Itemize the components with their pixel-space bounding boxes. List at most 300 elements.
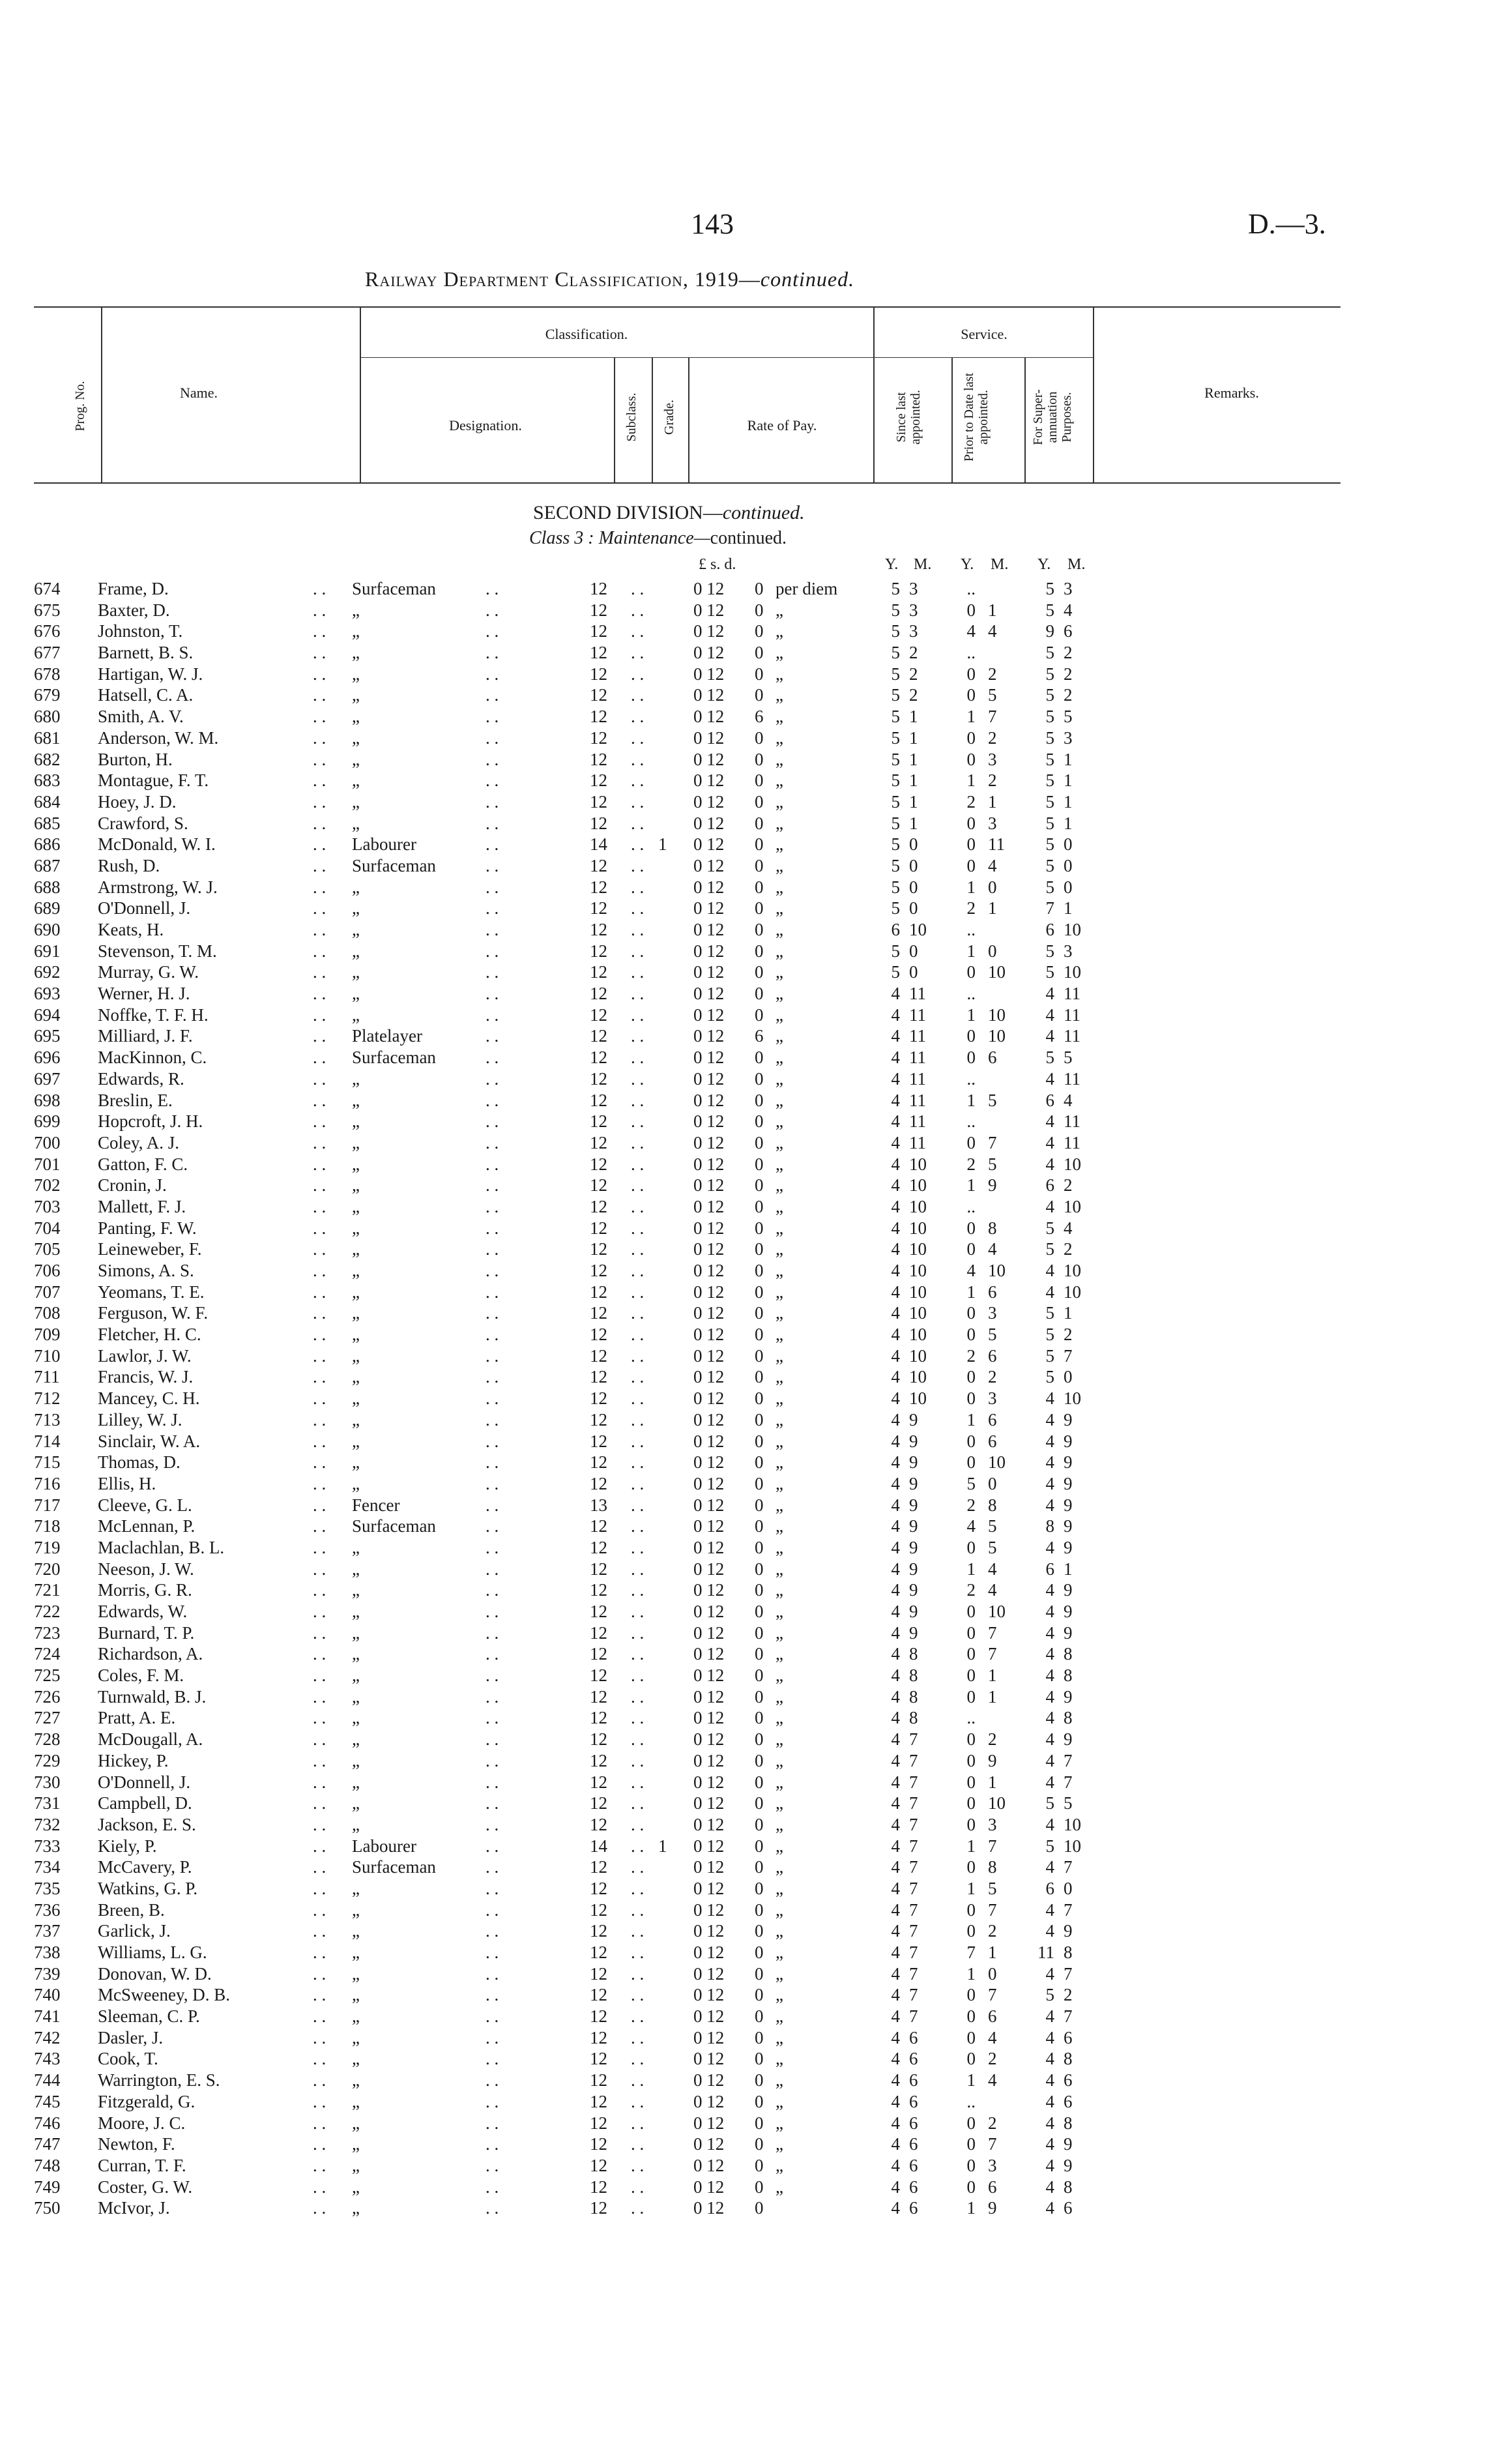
cell-y3: 11 bbox=[1037, 1943, 1054, 1962]
cell-pay: 0 12 bbox=[693, 1708, 725, 1728]
leader-dots: . . bbox=[631, 1580, 645, 1600]
cell-pay: 0 12 bbox=[693, 1325, 725, 1345]
cell-y2: 0 bbox=[966, 1622, 976, 1643]
cell-m2: 1 bbox=[988, 791, 997, 812]
cell-y2: 2 bbox=[966, 898, 976, 918]
cell-pay: 0 12 bbox=[693, 1580, 725, 1600]
cell-pay: 0 12 bbox=[693, 1814, 725, 1834]
cell-no: 735 bbox=[34, 1878, 61, 1898]
col-divider bbox=[1024, 357, 1026, 484]
cell-unit: „ bbox=[775, 1325, 783, 1345]
cell-sub: 12 bbox=[590, 2155, 607, 2175]
cell-m3: 10 bbox=[1064, 920, 1081, 939]
cell-pay: 0 12 bbox=[693, 1452, 725, 1473]
cell-des: „ bbox=[352, 1409, 360, 1430]
cell-unit: „ bbox=[775, 1111, 783, 1132]
leader-dots: . . bbox=[631, 1473, 645, 1493]
cell-no: 700 bbox=[34, 1132, 61, 1152]
leader-dots: . . bbox=[486, 1409, 499, 1430]
cell-m3: 9 bbox=[1064, 2155, 1073, 2175]
table-row bbox=[0, 770, 1493, 792]
cell-y2: 0 bbox=[966, 1644, 976, 1664]
cell-y1: 5 bbox=[891, 707, 900, 727]
cell-y3: 4 bbox=[1045, 1196, 1054, 1216]
cell-y1: 5 bbox=[891, 898, 900, 918]
cell-des: Labourer bbox=[352, 1836, 416, 1856]
cell-sub: 12 bbox=[590, 2091, 607, 2111]
header-prog-no: Prog. No. bbox=[73, 381, 87, 432]
leader-dots: . . bbox=[313, 2091, 326, 2111]
leader-dots: . . bbox=[631, 1261, 645, 1280]
leader-dots: . . bbox=[313, 1985, 326, 2005]
cell-name: Newton, F. bbox=[98, 2134, 175, 2154]
cell-no: 694 bbox=[34, 1005, 61, 1025]
leader-dots: . . bbox=[313, 1048, 326, 1068]
leader-dots: . . bbox=[486, 1303, 499, 1323]
cell-sub: 12 bbox=[590, 1473, 607, 1493]
cell-m3: 7 bbox=[1064, 1772, 1073, 1792]
cell-m2: 4 bbox=[988, 1559, 997, 1579]
col-divider bbox=[951, 357, 953, 484]
cell-m1: 9 bbox=[909, 1516, 918, 1536]
table-row bbox=[0, 1069, 1493, 1091]
cell-y3: 6 bbox=[1045, 1878, 1054, 1898]
unit-m1: M. bbox=[914, 556, 932, 573]
cell-m3: 9 bbox=[1064, 1921, 1073, 1941]
cell-m1: 9 bbox=[909, 1409, 918, 1430]
cell-y2: 0 bbox=[966, 1899, 976, 1920]
leader-dots: . . bbox=[631, 600, 645, 620]
cell-unit: „ bbox=[775, 813, 783, 833]
table-row bbox=[0, 1474, 1493, 1495]
cell-m1: 10 bbox=[909, 1239, 927, 1259]
cell-y1: 4 bbox=[891, 1985, 900, 2005]
cell-m3: 9 bbox=[1064, 1452, 1073, 1473]
cell-sub: 12 bbox=[590, 2134, 607, 2154]
cell-unit: „ bbox=[775, 2006, 783, 2027]
cell-d: 0 bbox=[755, 813, 764, 833]
cell-name: Breen, B. bbox=[98, 1899, 165, 1920]
cell-unit: „ bbox=[775, 1665, 783, 1686]
cell-no: 703 bbox=[34, 1196, 61, 1216]
page-title bbox=[365, 267, 854, 291]
leader-dots: . . bbox=[313, 1218, 326, 1238]
table-row bbox=[0, 920, 1493, 941]
cell-des: Labourer bbox=[352, 834, 416, 855]
cell-unit: „ bbox=[775, 1431, 783, 1451]
header-subclass: Subclass. bbox=[624, 392, 639, 442]
leader-dots: . . bbox=[313, 1686, 326, 1707]
leader-dots: . . bbox=[631, 1068, 645, 1089]
cell-y1: 4 bbox=[891, 1090, 900, 1110]
table-row bbox=[0, 685, 1493, 707]
cell-m3: 1 bbox=[1064, 749, 1073, 769]
cell-y3: 4 bbox=[1045, 1708, 1054, 1728]
cell-name: Hopcroft, J. H. bbox=[98, 1111, 203, 1132]
cell-y1: 4 bbox=[891, 1943, 900, 1962]
cell-m3: 6 bbox=[1064, 2027, 1073, 2047]
cell-pay: 0 12 bbox=[693, 1729, 725, 1750]
cell-no: 720 bbox=[34, 1559, 61, 1579]
cell-y3: 5 bbox=[1045, 1345, 1054, 1366]
cell-y3: 7 bbox=[1045, 898, 1054, 918]
cell-no: 718 bbox=[34, 1516, 61, 1536]
cell-y1: 4 bbox=[891, 1559, 900, 1579]
cell-d: 0 bbox=[755, 791, 764, 812]
cell-m3: 9 bbox=[1064, 1602, 1073, 1621]
leader-dots: . . bbox=[313, 1622, 326, 1643]
cell-des: „ bbox=[352, 2198, 360, 2218]
cell-unit: „ bbox=[775, 2177, 783, 2197]
cell-sub: 12 bbox=[590, 1068, 607, 1089]
cell-no: 710 bbox=[34, 1345, 61, 1366]
cell-d: 0 bbox=[755, 1729, 764, 1750]
cell-y3: 6 bbox=[1045, 1175, 1054, 1195]
header-name: Name. bbox=[179, 385, 218, 401]
cell-y3: 5 bbox=[1045, 770, 1054, 791]
unit-y2: Y. bbox=[961, 556, 974, 573]
cell-name: O'Donnell, J. bbox=[98, 1772, 191, 1792]
leader-dots: . . bbox=[313, 2177, 326, 2197]
leader-dots: . . bbox=[631, 1622, 645, 1643]
cell-no: 741 bbox=[34, 2006, 61, 2027]
leader-dots: . . bbox=[631, 1878, 645, 1898]
leader-dots: . . bbox=[631, 579, 645, 598]
cell-sub: 12 bbox=[590, 855, 607, 875]
table-row bbox=[0, 2028, 1493, 2049]
cell-name: Cronin, J. bbox=[98, 1175, 167, 1195]
cell-unit: „ bbox=[775, 1750, 783, 1770]
cell-y2: 0 bbox=[966, 1239, 976, 1259]
leader-dots: . . bbox=[313, 813, 326, 833]
cell-unit: „ bbox=[775, 2113, 783, 2133]
cell-d: 0 bbox=[755, 1005, 764, 1025]
header-rate-of-pay: Rate of Pay. bbox=[747, 417, 817, 433]
cell-name: Warrington, E. S. bbox=[98, 2070, 220, 2090]
cell-d: 0 bbox=[755, 1111, 764, 1132]
cell-name: Maclachlan, B. L. bbox=[98, 1537, 225, 1557]
cell-m3: 6 bbox=[1064, 2091, 1073, 2111]
cell-no: 714 bbox=[34, 1431, 61, 1451]
table-row bbox=[0, 1964, 1493, 1986]
cell-y1: 5 bbox=[891, 621, 900, 641]
cell-des: „ bbox=[352, 1814, 360, 1834]
division-text: SECOND DIVISION— bbox=[533, 502, 723, 523]
cell-y1: 4 bbox=[891, 1452, 900, 1473]
cell-m3: 9 bbox=[1064, 1537, 1073, 1557]
cell-m1: 1 bbox=[909, 770, 918, 791]
cell-name: Campbell, D. bbox=[98, 1793, 192, 1813]
cell-m1: 8 bbox=[909, 1686, 918, 1707]
cell-no: 725 bbox=[34, 1665, 61, 1686]
cell-m3: 9 bbox=[1064, 1729, 1073, 1750]
header-since-last: Since last appointed. bbox=[894, 390, 923, 445]
cell-des: Surfaceman bbox=[352, 1048, 436, 1068]
leader-dots: . . bbox=[486, 1367, 499, 1387]
leader-dots: . . bbox=[631, 1516, 645, 1536]
table-row bbox=[0, 1154, 1493, 1176]
cell-y2: 0 bbox=[966, 2134, 976, 2154]
cell-y1: 4 bbox=[891, 1963, 900, 1984]
cell-sub: 12 bbox=[590, 2070, 607, 2090]
cell-unit: „ bbox=[775, 1154, 783, 1174]
table-row bbox=[0, 2006, 1493, 2028]
table-row bbox=[0, 1111, 1493, 1133]
cell-y3: 4 bbox=[1045, 1005, 1054, 1025]
cell-m3: 2 bbox=[1064, 1239, 1073, 1259]
cell-pay: 0 12 bbox=[693, 1899, 725, 1920]
cell-y1: 4 bbox=[891, 1729, 900, 1750]
leader-dots: . . bbox=[313, 2198, 326, 2218]
cell-sub: 12 bbox=[590, 621, 607, 641]
cell-m3: 10 bbox=[1064, 1261, 1081, 1280]
cell-d: 0 bbox=[755, 1686, 764, 1707]
leader-dots: . . bbox=[486, 1452, 499, 1473]
cell-d: 0 bbox=[755, 2177, 764, 2197]
table-row bbox=[0, 1005, 1493, 1027]
cell-d: 0 bbox=[755, 1602, 764, 1621]
cell-sub: 12 bbox=[590, 877, 607, 897]
cell-y2: 0 bbox=[966, 600, 976, 620]
table-row bbox=[0, 1538, 1493, 1559]
cell-pay: 0 12 bbox=[693, 2049, 725, 2069]
cell-y3: 5 bbox=[1045, 579, 1054, 598]
cell-m3: 1 bbox=[1064, 1303, 1073, 1323]
cell-sub: 12 bbox=[590, 600, 607, 620]
cell-y2: 1 bbox=[966, 1559, 976, 1579]
cell-m2: 5 bbox=[988, 1516, 997, 1536]
cell-sub: 12 bbox=[590, 2198, 607, 2218]
leader-dots: . . bbox=[313, 1644, 326, 1664]
cell-no: 691 bbox=[34, 941, 61, 961]
cell-pay: 0 12 bbox=[693, 1154, 725, 1174]
cell-des: „ bbox=[352, 962, 360, 982]
cell-y1: 4 bbox=[891, 1644, 900, 1664]
cell-des: „ bbox=[352, 1196, 360, 1216]
table-row bbox=[0, 2092, 1493, 2113]
cell-pay: 0 12 bbox=[693, 2198, 725, 2218]
cell-name: Williams, L. G. bbox=[98, 1943, 207, 1962]
cell-des: „ bbox=[352, 1367, 360, 1387]
cell-m1: 7 bbox=[909, 1836, 918, 1856]
cell-name: Armstrong, W. J. bbox=[98, 877, 218, 897]
cell-d: 0 bbox=[755, 2006, 764, 2027]
cell-d: 0 bbox=[755, 1218, 764, 1238]
cell-y3: 4 bbox=[1045, 1814, 1054, 1834]
cell-d: 0 bbox=[755, 1921, 764, 1941]
cell-no: 724 bbox=[34, 1644, 61, 1664]
cell-name: McDonald, W. I. bbox=[98, 834, 216, 855]
cell-unit: „ bbox=[775, 1836, 783, 1856]
leader-dots: . . bbox=[486, 2006, 499, 2027]
cell-name: Hartigan, W. J. bbox=[98, 664, 203, 684]
cell-y1: 4 bbox=[891, 2155, 900, 2175]
cell-name: Crawford, S. bbox=[98, 813, 188, 833]
cell-unit: „ bbox=[775, 1132, 783, 1152]
cell-y1: 4 bbox=[891, 1048, 900, 1068]
leader-dots: . . bbox=[313, 1175, 326, 1195]
leader-dots: . . bbox=[631, 1772, 645, 1792]
cell-m2: 10 bbox=[988, 1452, 1006, 1473]
cell-unit: „ bbox=[775, 2155, 783, 2175]
cell-des: „ bbox=[352, 1239, 360, 1259]
header-grade: Grade. bbox=[662, 400, 676, 435]
cell-d: 0 bbox=[755, 621, 764, 641]
cell-y3: 4 bbox=[1045, 2091, 1054, 2111]
cell-name: Fitzgerald, G. bbox=[98, 2091, 196, 2111]
cell-no: 733 bbox=[34, 1836, 61, 1856]
cell-des: „ bbox=[352, 813, 360, 833]
cell-sub: 12 bbox=[590, 1282, 607, 1302]
cell-m3: 1 bbox=[1064, 813, 1073, 833]
cell-d: 0 bbox=[755, 1644, 764, 1664]
cell-des: „ bbox=[352, 1899, 360, 1920]
title-suffix: continued. bbox=[760, 267, 855, 291]
leader-dots: . . bbox=[313, 1580, 326, 1600]
cell-m1: 6 bbox=[909, 2027, 918, 2047]
table-row bbox=[0, 1623, 1493, 1645]
leader-dots: . . bbox=[631, 1239, 645, 1259]
cell-m2: 3 bbox=[988, 2155, 997, 2175]
cell-m1: 7 bbox=[909, 1921, 918, 1941]
cell-m2: 5 bbox=[988, 1878, 997, 1898]
cell-no: 689 bbox=[34, 898, 61, 918]
leader-dots: . . bbox=[313, 2155, 326, 2175]
cell-y3: 4 bbox=[1045, 1111, 1054, 1132]
table-row bbox=[0, 1175, 1493, 1197]
cell-d: 0 bbox=[755, 1899, 764, 1920]
leader-dots: . . bbox=[486, 1665, 499, 1686]
cell-no: 690 bbox=[34, 920, 61, 939]
cell-y2: 1 bbox=[966, 1836, 976, 1856]
cell-pay: 0 12 bbox=[693, 1239, 725, 1259]
leader-dots: . . bbox=[486, 1516, 499, 1536]
cell-sub: 12 bbox=[590, 1367, 607, 1387]
leader-dots: . . bbox=[631, 1431, 645, 1451]
leader-dots: . . bbox=[313, 1602, 326, 1621]
cell-no: 699 bbox=[34, 1111, 61, 1132]
cell-no: 716 bbox=[34, 1473, 61, 1493]
leader-dots: . . bbox=[631, 898, 645, 918]
leader-dots: . . bbox=[313, 1239, 326, 1259]
cell-des: „ bbox=[352, 2091, 360, 2111]
cell-des: „ bbox=[352, 1325, 360, 1345]
cell-des: „ bbox=[352, 1261, 360, 1280]
cell-y3: 4 bbox=[1045, 1026, 1054, 1046]
cell-name: Dasler, J. bbox=[98, 2027, 164, 2047]
leader-dots: . . bbox=[486, 1644, 499, 1664]
leader-dots: . . bbox=[631, 1303, 645, 1323]
cell-d: 0 bbox=[755, 1090, 764, 1110]
cell-name: Garlick, J. bbox=[98, 1921, 171, 1941]
cell-sub: 12 bbox=[590, 1665, 607, 1686]
cell-m1: 0 bbox=[909, 834, 918, 855]
cell-pay: 0 12 bbox=[693, 1878, 725, 1898]
cell-m2: 0 bbox=[988, 941, 997, 961]
cell-m1: 3 bbox=[909, 621, 918, 641]
cell-name: Morris, G. R. bbox=[98, 1580, 192, 1600]
cell-pay: 0 12 bbox=[693, 855, 725, 875]
table-row bbox=[0, 1261, 1493, 1282]
cell-no: 688 bbox=[34, 877, 61, 897]
cell-pay: 0 12 bbox=[693, 920, 725, 939]
cell-sub: 12 bbox=[590, 749, 607, 769]
cell-no: 728 bbox=[34, 1729, 61, 1750]
leader-dots: . . bbox=[486, 2027, 499, 2047]
leader-dots: . . bbox=[631, 1452, 645, 1473]
cell-y3: 5 bbox=[1045, 1836, 1054, 1856]
cell-m3: 1 bbox=[1064, 898, 1073, 918]
cell-name: Frame, D. bbox=[98, 579, 169, 598]
cell-sub: 14 bbox=[590, 1836, 607, 1856]
cell-m1: 8 bbox=[909, 1665, 918, 1686]
cell-pay: 0 12 bbox=[693, 2091, 725, 2111]
cell-m2: 3 bbox=[988, 813, 997, 833]
cell-d: 0 bbox=[755, 1325, 764, 1345]
leader-dots: . . bbox=[631, 1367, 645, 1387]
cell-no: 684 bbox=[34, 791, 61, 812]
leader-dots: . . bbox=[486, 1473, 499, 1493]
cell-m2: 10 bbox=[988, 1793, 1006, 1813]
cell-m2: 5 bbox=[988, 1537, 997, 1557]
cell-pay: 0 12 bbox=[693, 2134, 725, 2154]
cell-unit: „ bbox=[775, 2027, 783, 2047]
cell-sub: 12 bbox=[590, 1005, 607, 1025]
cell-y2: .. bbox=[966, 1708, 976, 1728]
cell-m3: 7 bbox=[1064, 2006, 1073, 2027]
cell-y2: 0 bbox=[966, 1325, 976, 1345]
unit-y3: Y. bbox=[1037, 556, 1051, 573]
table-row bbox=[0, 962, 1493, 984]
cell-unit: „ bbox=[775, 1772, 783, 1792]
cell-sub: 12 bbox=[590, 1516, 607, 1536]
cell-m1: 6 bbox=[909, 2177, 918, 2197]
cell-m2: 8 bbox=[988, 1495, 997, 1515]
cell-y3: 4 bbox=[1045, 2006, 1054, 2027]
cell-y3: 4 bbox=[1045, 2113, 1054, 2133]
leader-dots: . . bbox=[486, 1899, 499, 1920]
cell-y2: 0 bbox=[966, 962, 976, 982]
cell-des: „ bbox=[352, 1793, 360, 1813]
cell-sub: 12 bbox=[590, 727, 607, 748]
cell-name: Coles, F. M. bbox=[98, 1665, 184, 1686]
cell-d: 0 bbox=[755, 1154, 764, 1174]
table-row bbox=[0, 600, 1493, 622]
cell-y2: 1 bbox=[966, 1963, 976, 1984]
cell-y3: 4 bbox=[1045, 1602, 1054, 1621]
table-row bbox=[0, 898, 1493, 920]
cell-y2: 0 bbox=[966, 1048, 976, 1068]
cell-y3: 4 bbox=[1045, 1495, 1054, 1515]
cell-unit: „ bbox=[775, 791, 783, 812]
cell-y1: 4 bbox=[891, 1537, 900, 1557]
cell-y1: 5 bbox=[891, 791, 900, 812]
leader-dots: . . bbox=[486, 1943, 499, 1962]
cell-m2: 7 bbox=[988, 1985, 997, 2005]
cell-unit: „ bbox=[775, 1708, 783, 1728]
cell-y3: 5 bbox=[1045, 1985, 1054, 2005]
cell-unit: „ bbox=[775, 1090, 783, 1110]
cell-y1: 4 bbox=[891, 1409, 900, 1430]
leader-dots: . . bbox=[631, 1325, 645, 1345]
cell-m3: 5 bbox=[1064, 707, 1073, 727]
cell-m1: 7 bbox=[909, 1750, 918, 1770]
cell-name: Werner, H. J. bbox=[98, 984, 190, 1004]
cell-pay: 0 12 bbox=[693, 1303, 725, 1323]
cell-pay: 0 12 bbox=[693, 2006, 725, 2027]
cell-des: „ bbox=[352, 1132, 360, 1152]
cell-unit: „ bbox=[775, 1068, 783, 1089]
